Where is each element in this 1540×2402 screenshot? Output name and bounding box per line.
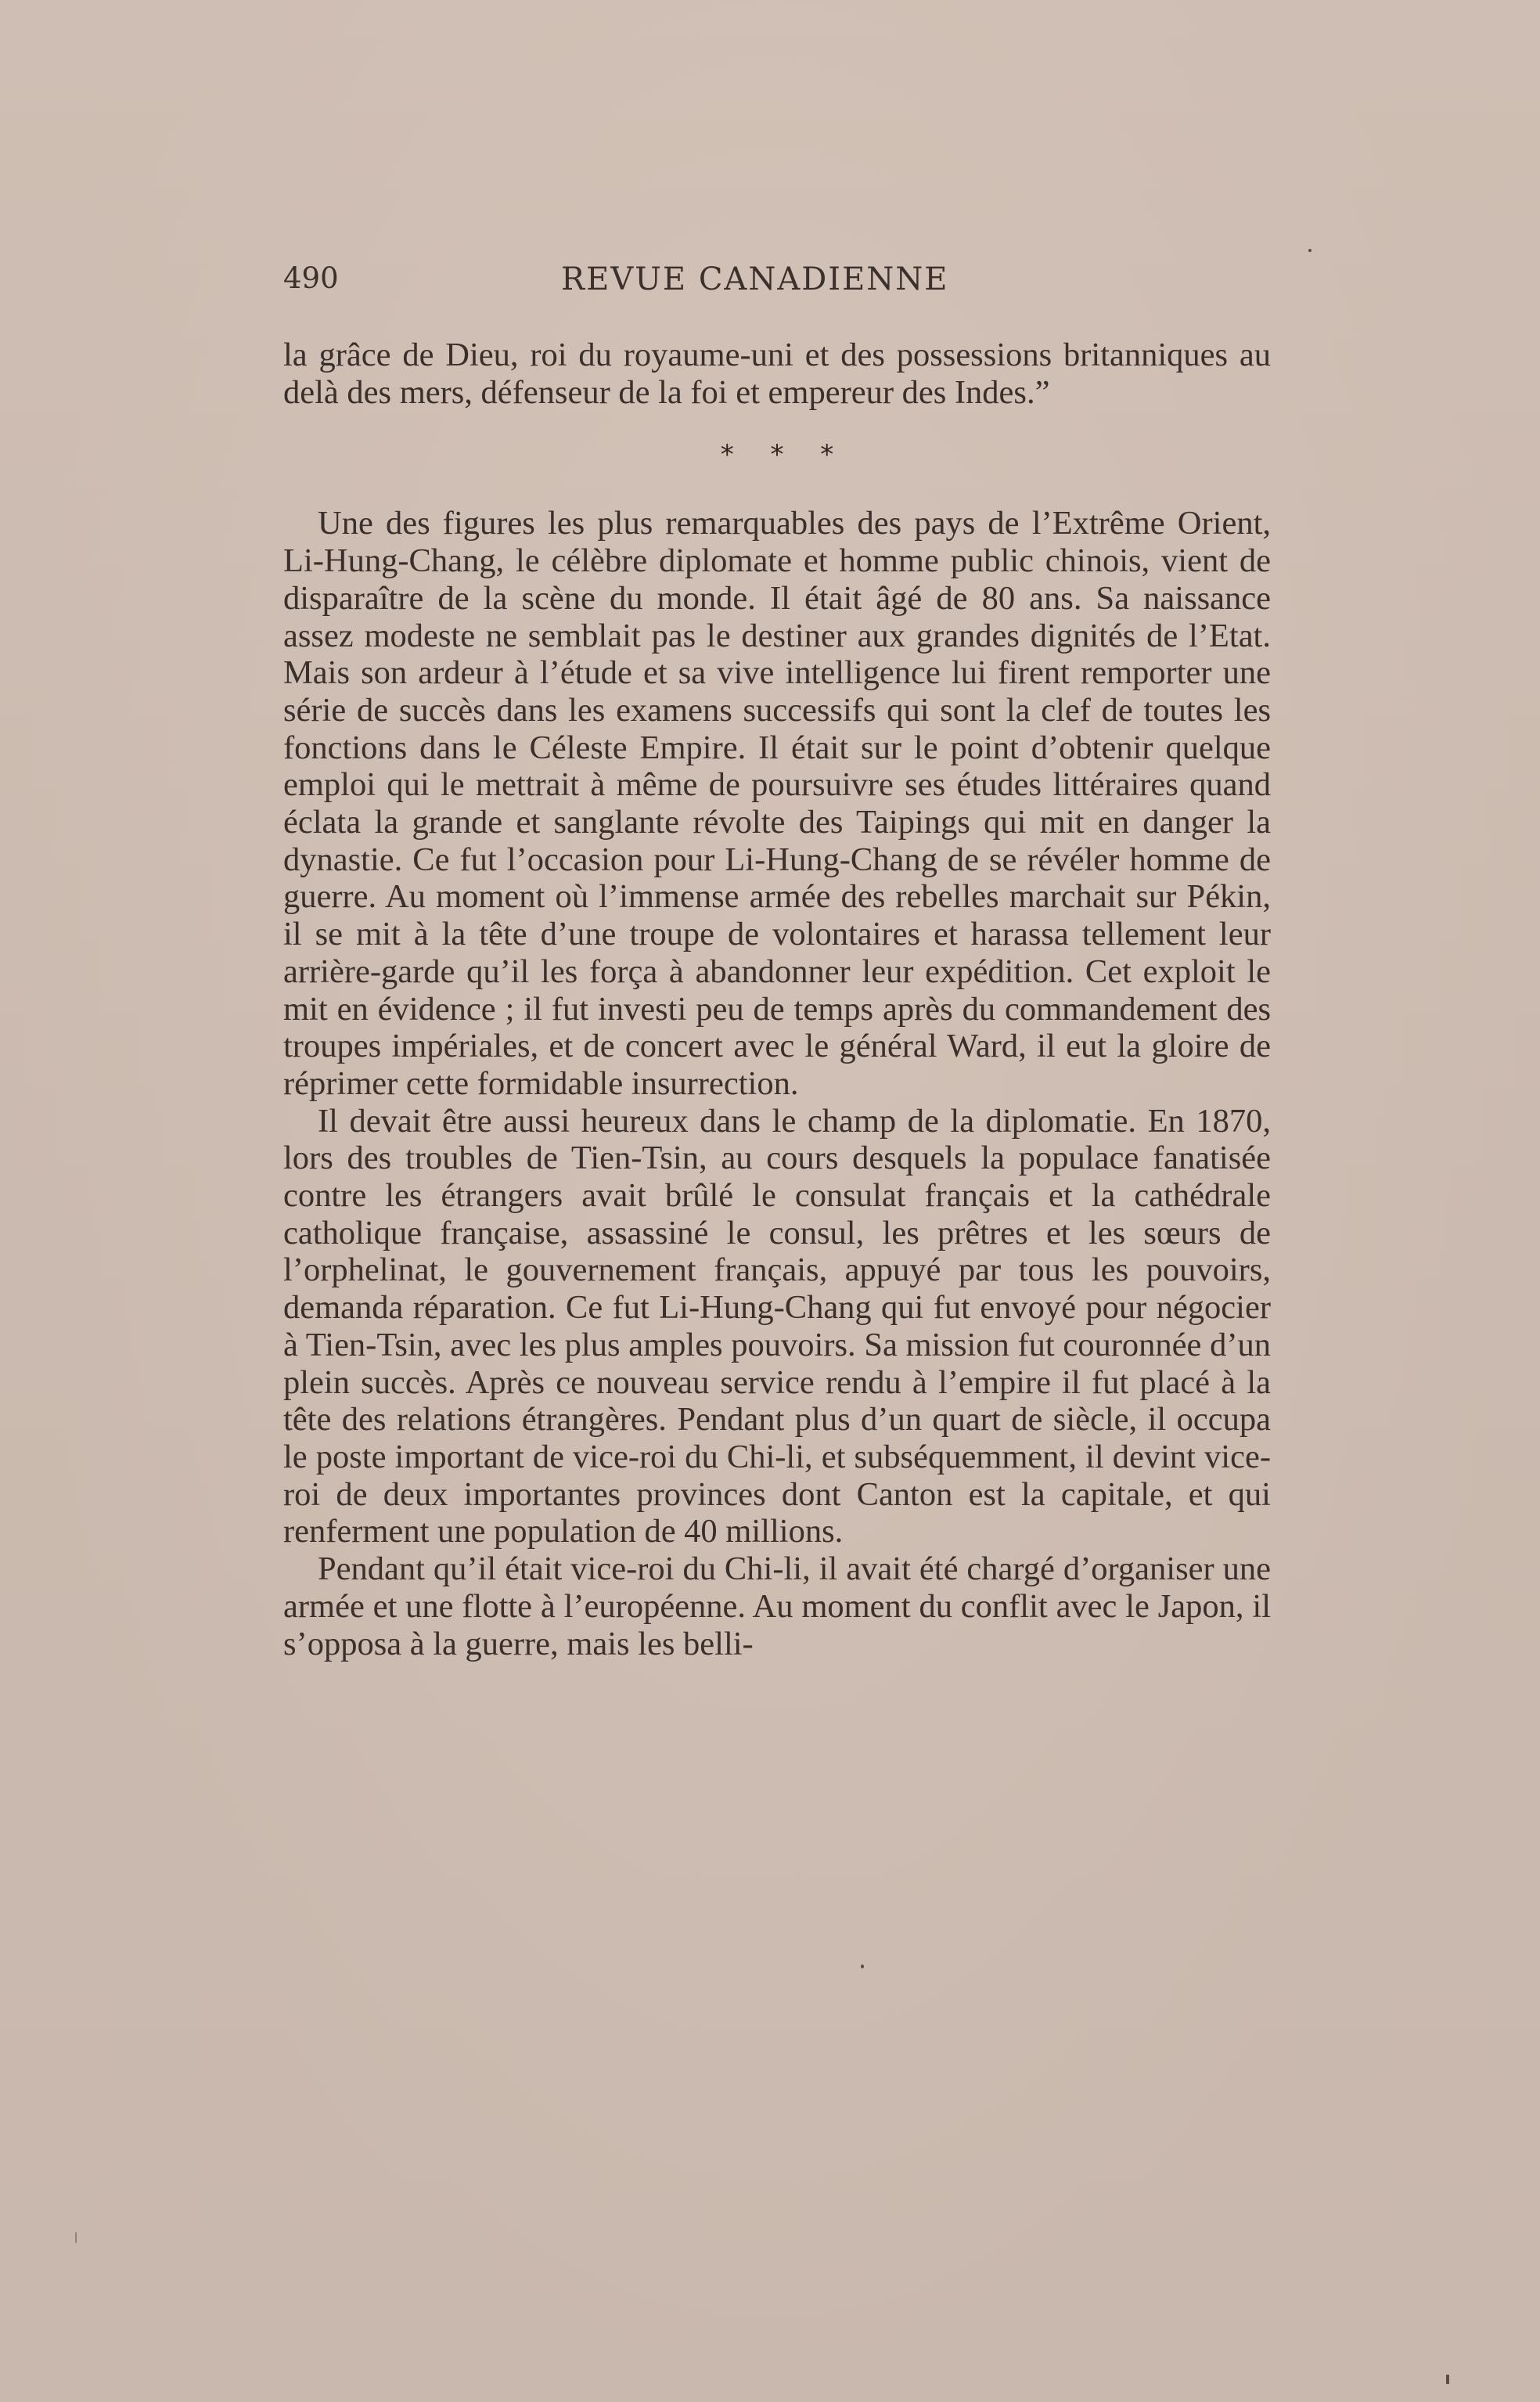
paragraph-li-hung-chang-intro: Une des figures les plus remarquables des pays de l’Extrême Orient, Li-Hung-Chang, le célèbre diplomate et homme public chinois, vient de disparaître de la scène du monde. Il était âgé de 80 ans. Sa naissance assez modeste ne semblait pas le destiner aux grandes dignités de l’Etat. Mais son ardeur à l’étude et sa vive intelligence lui firent remporter une série de succès dans les examens successifs qui sont la clef de toutes les fonctions dans le Céleste Empire. Il était sur le point d’obtenir quelque emploi qui le mettrait à même de poursuivre ses études littéraires quand éclata la grande et sanglante révolte des Taipings qui mit en danger la dynastie. Ce fut l’occasion pour Li-Hung-Chang de se révéler homme de guerre. Au moment où l’immense armée des rebelles marchait sur Pékin, il se mit à la tête d’une troupe de volontaires et harassa tellement leur arrière-garde qu’il les força à abandonner leur expédition. Cet exploit le mit en évidence ; il fut investi peu de temps après du commandement des troupes impériales, et de concert avec le général Ward, il eut la gloire de réprimer cette formidable insurrection.	[283, 505, 1271, 1102]
body-text	[283, 337, 1271, 1662]
paragraph-diplomacy: Il devait être aussi heureux dans le champ de la diplomatie. En 1870, lors des troubles de Tien-Tsin, au cours desquels la populace fanatisée contre les étrangers avait brûlé le consulat français et la cathédrale catholique française, assassiné le consul, les prêtres et les sœurs de l’orphelinat, le gouvernement français, appuyé par tous les pouvoirs, demanda réparation. Ce fut Li-Hung-Chang qui fut envoyé pour négocier à Tien-Tsin, avec les plus amples pouvoirs. Sa mission fut couronnée d’un plein succès. Après ce nouveau service rendu à l’empire il fut placé à la tête des relations étrangères. Pendant plus d’un quart de siècle, il occupa le poste important de vice-roi du Chi-li, et subséquemment, il devint vice-roi de deux importantes provinces dont Canton est la capitale, et qui renferment une population de 40 millions.	[283, 1102, 1271, 1550]
paper-speck	[75, 2232, 77, 2243]
paragraph-continuation: la grâce de Dieu, roi du royaume-uni et des possessions britanniques au delà des mers, défenseur de la foi et empereur des Indes.”	[283, 337, 1271, 411]
section-separator: * * *	[720, 439, 848, 471]
paper-speck	[861, 1964, 864, 1968]
paper-speck	[1446, 2375, 1449, 2384]
paper-speck	[1308, 249, 1312, 252]
journal-title: REVUE CANADIENNE	[561, 261, 949, 297]
paragraph-chi-li-army: Pendant qu’il était vice-roi du Chi-li, il avait été chargé d’organiser une armée et une flotte à l’européenne. Au moment du conflit avec le Japon, il s’opposa à la guerre, mais les belli-	[283, 1550, 1271, 1662]
page-number: 490	[283, 261, 339, 295]
running-head	[283, 261, 1277, 301]
